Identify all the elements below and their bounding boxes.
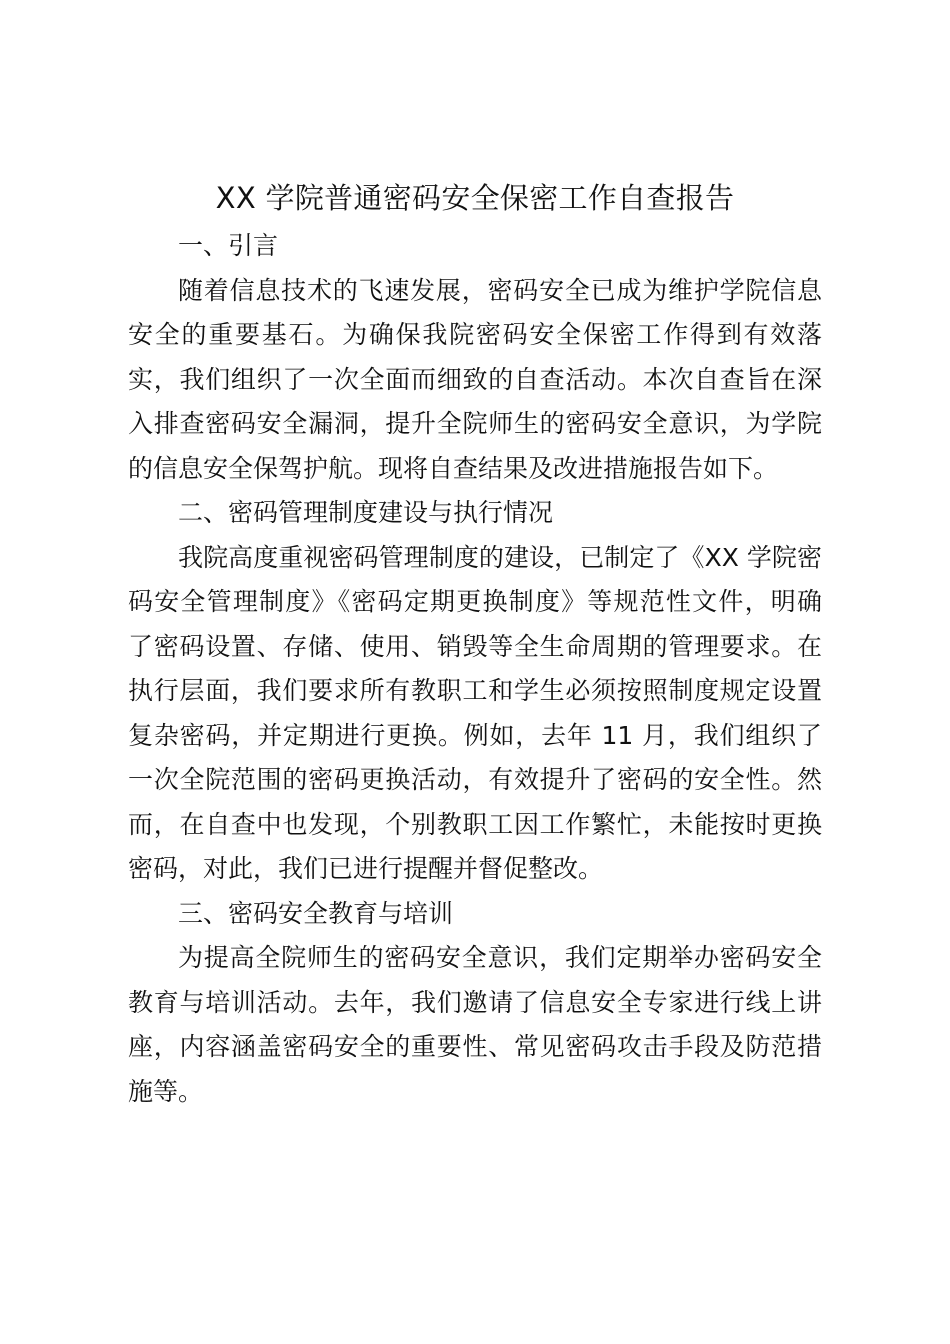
document-title: XX 学院普通密码安全保密工作自查报告 [215, 181, 735, 215]
paragraph-line: 执行层面，我们要求所有教职工和学生必须按照制度规定设置 [128, 676, 822, 705]
paragraph-line: 而，在自查中也发现，个别教职工因工作繁忙，未能按时更换 [128, 809, 822, 839]
paragraph-line: 的信息安全保驾护航。现将自查结果及改进措施报告如下。 [128, 453, 779, 483]
document-page [128, 172, 822, 1114]
section-paragraph-introduction [128, 269, 822, 492]
section-heading-management-system: 二、密码管理制度建设与执行情况 [178, 498, 554, 527]
paragraph-line: 施等。 [128, 1076, 204, 1106]
paragraph-line: 教育与培训活动。去年，我们邀请了信息安全专家进行线上讲 [128, 987, 822, 1017]
paragraph-line: 实，我们组织了一次全面而细致的自查活动。本次自查旨在深 [128, 364, 822, 394]
section-paragraph-training [128, 936, 822, 1114]
section-heading-training: 三、密码安全教育与培训 [178, 898, 454, 928]
paragraph-line: 入排查密码安全漏洞，提升全院师生的密码安全意识，为学院 [128, 409, 822, 438]
paragraph-line: 一次全院范围的密码更换活动，有效提升了密码的安全性。然 [128, 765, 822, 794]
paragraph-line: 复杂密码，并定期进行更换。例如，去年 11 月，我们组织了 [128, 720, 822, 750]
section-heading-introduction: 一、引言 [178, 231, 279, 260]
paragraph-line: 码安全管理制度》《密码定期更换制度》等规范性文件，明确 [128, 587, 822, 616]
paragraph-line: 我院高度重视密码管理制度的建设，已制定了《XX 学院密 [178, 542, 822, 572]
paragraph-line: 随着信息技术的飞速发展，密码安全已成为维护学院信息 [178, 275, 822, 305]
paragraph-line: 密码，对此，我们已进行提醒并督促整改。 [128, 854, 604, 883]
paragraph-line: 了密码设置、存储、使用、销毁等全生命周期的管理要求。在 [128, 631, 822, 661]
section-paragraph-management-system [128, 536, 822, 892]
paragraph-line: 安全的重要基石。为确保我院密码安全保密工作得到有效落 [128, 320, 822, 349]
paragraph-line: 座，内容涵盖密码安全的重要性、常见密码攻击手段及防范措 [128, 1032, 822, 1061]
paragraph-line: 为提高全院师生的密码安全意识，我们定期举办密码安全 [178, 943, 822, 972]
